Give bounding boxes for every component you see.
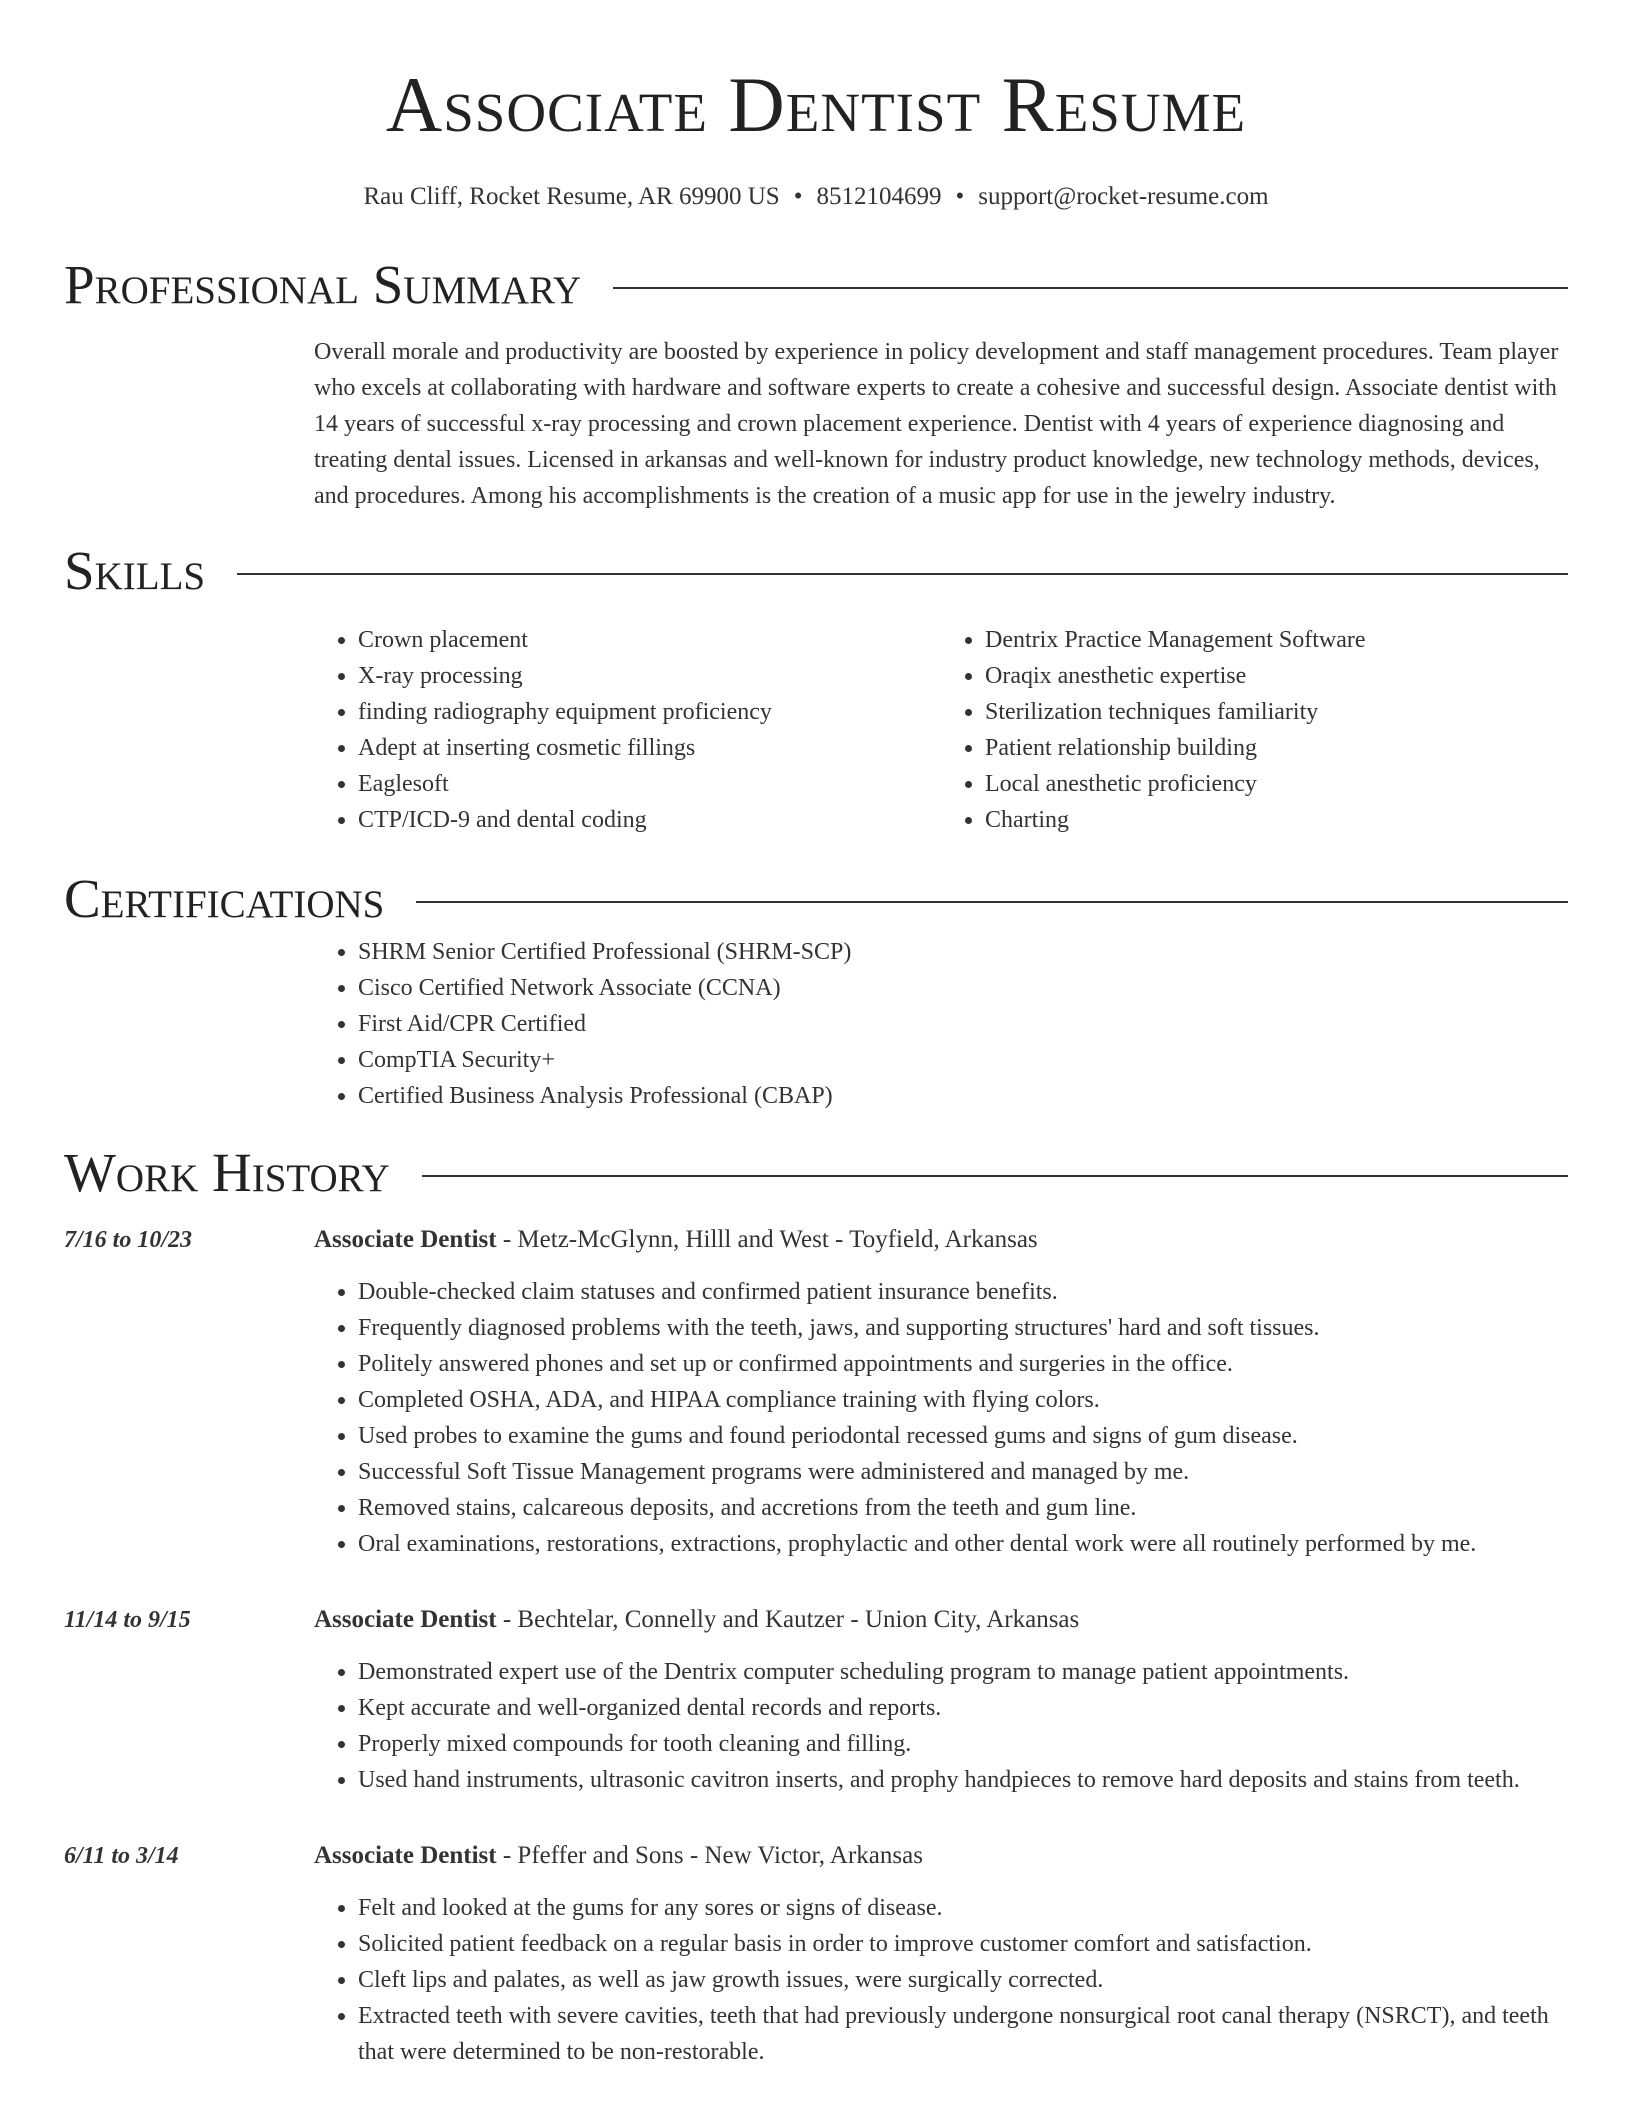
certification-item: • First Aid/CPR Certified [358, 1006, 1568, 1042]
contact-line [64, 182, 1568, 212]
certifications-section [64, 864, 1568, 1114]
skill-item: • Oraqix anesthetic expertise [985, 658, 1568, 694]
job-bullet: • Demonstrated expert use of the Dentrix computer scheduling program to manage patient appointments. [358, 1654, 1568, 1690]
job-entry [64, 1222, 1568, 1562]
summary-header [64, 250, 1568, 320]
summary-body [314, 334, 1568, 514]
job-employer-location: - Metz-McGlynn, Hilll and West - Toyfield, Arkansas [496, 1226, 1038, 1253]
job-bullet: • Successful Soft Tissue Management programs were administered and managed by me. [358, 1454, 1568, 1490]
job-bullet: • Used hand instruments, ultrasonic cavitron inserts, and prophy handpieces to remove hard deposits and stains from teeth. [358, 1762, 1568, 1798]
certification-item: • CompTIA Security+ [358, 1042, 1568, 1078]
job-bullet: • Extracted teeth with severe cavities, teeth that had previously undergone nonsurgical root canal therapy (NSRCT), and teeth that were determined to be non-restorable. [358, 1998, 1568, 2070]
job-employer-location: - Pfeffer and Sons - New Victor, Arkansas [496, 1842, 923, 1869]
certification-item: • SHRM Senior Certified Professional (SHRM-SCP) [358, 934, 1568, 970]
skills-grid [314, 622, 1568, 838]
job-dates: 6/11 to 3/14 [64, 1843, 179, 1869]
contact-address: Rau Cliff, Rocket Resume, AR 69900 US [363, 183, 780, 210]
contact-email[interactable]: support@rocket-resume.com [978, 183, 1269, 210]
job-bullet: • Cleft lips and palates, as well as jaw growth issues, were surgically corrected. [358, 1962, 1568, 1998]
certification-item: • Cisco Certified Network Associate (CCNA) [358, 970, 1568, 1006]
job-bullets [314, 1654, 1568, 1798]
skills-section [64, 536, 1568, 838]
contact-phone[interactable]: 8512104699 [816, 183, 942, 210]
resume-title: Associate Dentist Resume [385, 61, 1247, 148]
job-heading [314, 1602, 1568, 1638]
job-bullet: • Frequently diagnosed problems with the teeth, jaws, and supporting structures' hard and soft tissues. [358, 1310, 1568, 1346]
work-history-section [64, 1138, 1568, 2070]
job-entry [64, 1838, 1568, 2070]
skill-item: • Sterilization techniques familiarity [985, 694, 1568, 730]
summary-text: Overall morale and productivity are boosted by experience in policy development and staff management procedures. Team player who excels at collaborating with hardware and software experts to create a cohesive and successful design. Associate dentist with 14 years of successful x-ray processing and crown placement experience. Dentist with 4 years of experience diagnosing and treating dental issues. Licensed in arkansas and well-known for industry product knowledge, new technology methods, devices, and procedures. Among his accomplishments is the creation of a music app for use in the jewelry industry. [314, 339, 1559, 509]
job-dates: 11/14 to 9/15 [64, 1607, 191, 1633]
job-bullet: • Kept accurate and well-organized dental records and reports. [358, 1690, 1568, 1726]
skill-item: • Adept at inserting cosmetic fillings [358, 730, 941, 766]
job-heading [314, 1838, 1568, 1874]
job-bullet: • Properly mixed compounds for tooth cleaning and filling. [358, 1726, 1568, 1762]
certifications-list [314, 934, 1568, 1114]
job-bullet: • Politely answered phones and set up or confirmed appointments and surgeries in the office. [358, 1346, 1568, 1382]
job-bullet: • Solicited patient feedback on a regular basis in order to improve customer comfort and satisfaction. [358, 1926, 1568, 1962]
certifications-body [314, 934, 1568, 1114]
job-bullet: • Double-checked claim statuses and confirmed patient insurance benefits. [358, 1274, 1568, 1310]
skill-item: • X-ray processing [358, 658, 941, 694]
skills-heading: Skills [64, 540, 206, 601]
job-dates: 7/16 to 10/23 [64, 1227, 193, 1253]
skill-item: • Eaglesoft [358, 766, 941, 802]
skill-item: • Patient relationship building [985, 730, 1568, 766]
job-employer-location: - Bechtelar, Connelly and Kautzer - Union City, Arkansas [496, 1606, 1080, 1633]
job-bullets [314, 1890, 1568, 2070]
summary-section [64, 250, 1568, 514]
skills-header [64, 536, 1568, 606]
contact-separator: • [793, 183, 803, 210]
skills-list-right [941, 622, 1568, 838]
skills-list-left [314, 622, 941, 838]
job-title: Associate Dentist [314, 1606, 497, 1633]
job-bullets [314, 1274, 1568, 1562]
job-bullet: • Removed stains, calcareous deposits, and accretions from the teeth and gum line. [358, 1490, 1568, 1526]
section-divider [422, 1175, 1568, 1177]
job-bullet: • Completed OSHA, ADA, and HIPAA compliance training with flying colors. [358, 1382, 1568, 1418]
contact-separator: • [955, 183, 965, 210]
skill-item: • Charting [985, 802, 1568, 838]
job-title: Associate Dentist [314, 1226, 497, 1253]
skill-item: • Crown placement [358, 622, 941, 658]
job-title: Associate Dentist [314, 1842, 497, 1869]
section-divider [613, 287, 1568, 289]
job-bullet: • Used probes to examine the gums and found periodontal recessed gums and signs of gum disease. [358, 1418, 1568, 1454]
skills-body [314, 622, 1568, 838]
summary-heading: Professional Summary [64, 254, 582, 315]
job-heading [314, 1222, 1568, 1258]
work-history-header [64, 1138, 1568, 1208]
certifications-heading: Certifications [64, 868, 385, 929]
job-main [314, 1222, 1568, 1562]
skill-item: • finding radiography equipment proficiency [358, 694, 941, 730]
skill-item: • Local anesthetic proficiency [985, 766, 1568, 802]
section-divider [237, 573, 1568, 575]
section-divider [416, 901, 1568, 903]
skill-item: • CTP/ICD-9 and dental coding [358, 802, 941, 838]
skill-item: • Dentrix Practice Management Software [985, 622, 1568, 658]
job-entry [64, 1602, 1568, 1798]
certifications-header [64, 864, 1568, 934]
job-bullet: • Felt and looked at the gums for any sores or signs of disease. [358, 1890, 1568, 1926]
job-bullet: • Oral examinations, restorations, extractions, prophylactic and other dental work were all routinely performed by me. [358, 1526, 1568, 1562]
job-main [314, 1838, 1568, 2070]
job-main [314, 1602, 1568, 1798]
work-history-heading: Work History [64, 1142, 390, 1203]
certification-item: • Certified Business Analysis Professional (CBAP) [358, 1078, 1568, 1114]
